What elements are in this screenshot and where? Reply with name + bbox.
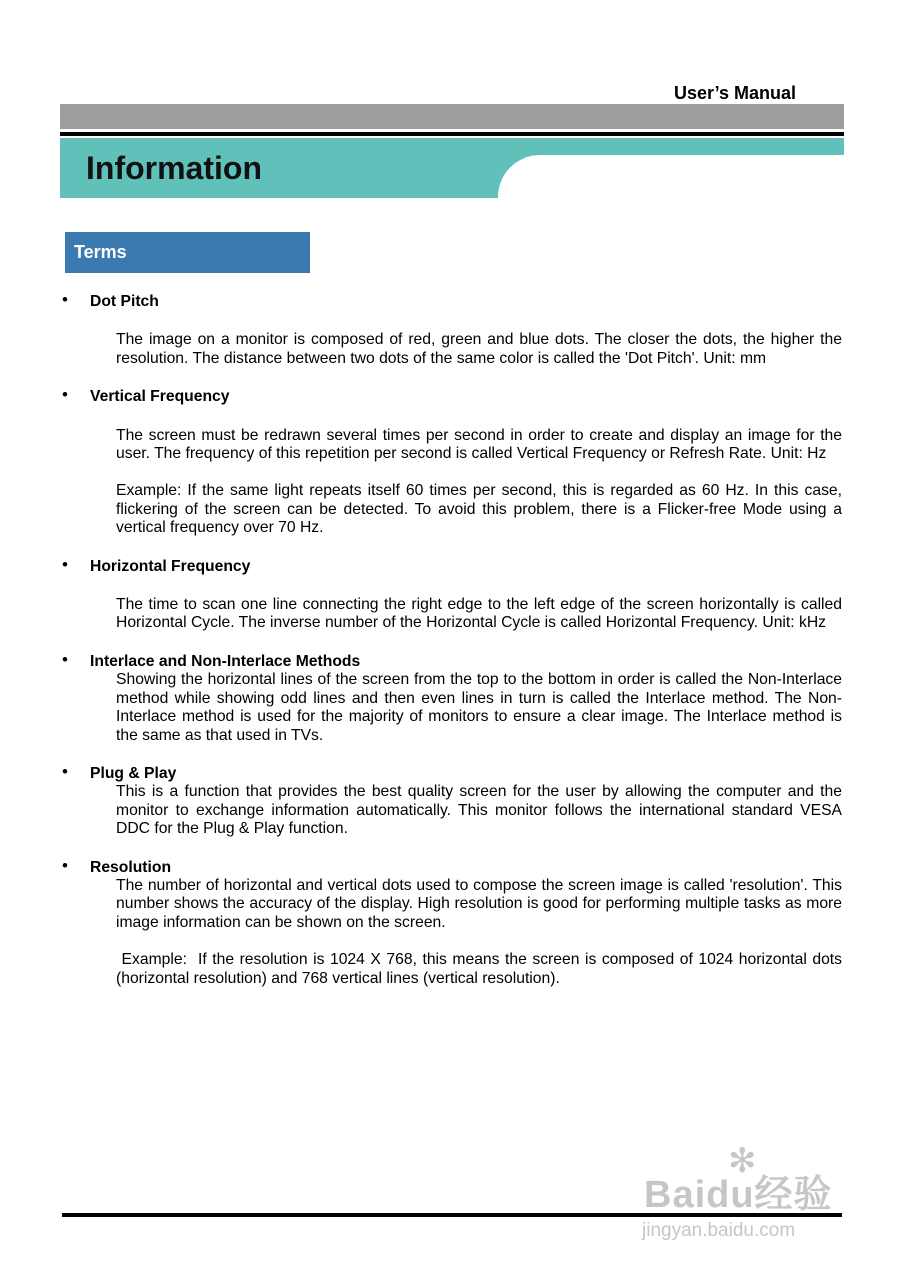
- watermark-brand: Baidu经验: [644, 1174, 833, 1216]
- term-plug-and-play: [62, 761, 842, 839]
- term-vertical-frequency: [62, 385, 842, 537]
- term-horizontal-frequency: [62, 554, 842, 633]
- term-example: Example: If the same light repeats itself 60 times per second, this is regarded as 60 Hz. In this case, flickering of the screen can be detected. To avoid this problem, there is a Flicker-free Mode using a vertical frequency over 70 Hz.: [116, 482, 842, 537]
- term-paragraph: The screen must be redrawn several times per second in order to create and display an image for the user. The frequency of this repetition per second is called Vertical Frequency or Refresh Rate. Unit: Hz: [116, 426, 842, 463]
- header-gray-bar: [60, 104, 844, 129]
- baidu-watermark: [640, 1140, 860, 1250]
- page-title: Information: [86, 150, 262, 186]
- paw-icon: ✻: [728, 1142, 757, 1180]
- term-resolution: [62, 855, 847, 988]
- bullet: •: [62, 855, 68, 875]
- term-title: Plug & Play: [90, 764, 177, 782]
- term-paragraph: The image on a monitor is composed of red, green and blue dots. The closer the dots, the higher the resolution. The distance between two dots of the same color is called the 'Dot Pitch'. Unit: mm: [116, 331, 842, 367]
- term-title: Interlace and Non-Interlace Methods: [90, 652, 361, 670]
- header-black-rule: [60, 132, 844, 136]
- term-paragraph: The number of horizontal and vertical dots used to compose the screen image is called 'resolution'. This number shows the accuracy of the display. High resolution is good for performing multiple tasks as more image information can be shown on the screen.: [116, 876, 842, 931]
- term-title: Dot Pitch: [90, 293, 159, 310]
- watermark-site: jingyan.baidu.com: [642, 1220, 796, 1241]
- term-title: Resolution: [90, 858, 172, 876]
- term-paragraph: This is a function that provides the best quality screen for the user by allowing the computer and the monitor to exchange information automatically. This monitor follows the international standard VESA DDC for the Plug & Play function.: [116, 783, 842, 838]
- term-paragraph: The time to scan one line connecting the right edge to the left edge of the screen horizontally is called Horizontal Cycle. The inverse number of the Horizontal Cycle is called Horizontal Frequency. Unit: kHz: [116, 596, 842, 632]
- term-interlace: [62, 649, 842, 745]
- bullet: •: [62, 761, 68, 781]
- term-title: Horizontal Frequency: [90, 557, 251, 575]
- term-example: Example: If the resolution is 1024 X 768, this means the screen is composed of 1024 horizontal dots (horizontal resolution) and 768 vertical lines (vertical resolution).: [116, 951, 847, 987]
- bullet: •: [62, 385, 68, 405]
- bullet: •: [62, 649, 68, 669]
- term-title: Vertical Frequency: [90, 388, 230, 406]
- title-banner-tail: [498, 138, 844, 198]
- bullet: •: [62, 290, 68, 309]
- bullet: •: [62, 554, 68, 574]
- term-paragraph: Showing the horizontal lines of the screen from the top to the bottom in order is called the Non-Interlace method while showing odd lines and then even lines in turn is called the Interlace method. The Non-Interlace method is used for the majority of monitors to ensure a clear image. The Interlace method is the same as that used in TVs.: [116, 671, 842, 744]
- section-tab-terms: Terms: [65, 232, 310, 273]
- term-dot-pitch: [62, 290, 842, 368]
- terms-list: [62, 290, 847, 988]
- manual-title: User’s Manual: [673, 83, 796, 103]
